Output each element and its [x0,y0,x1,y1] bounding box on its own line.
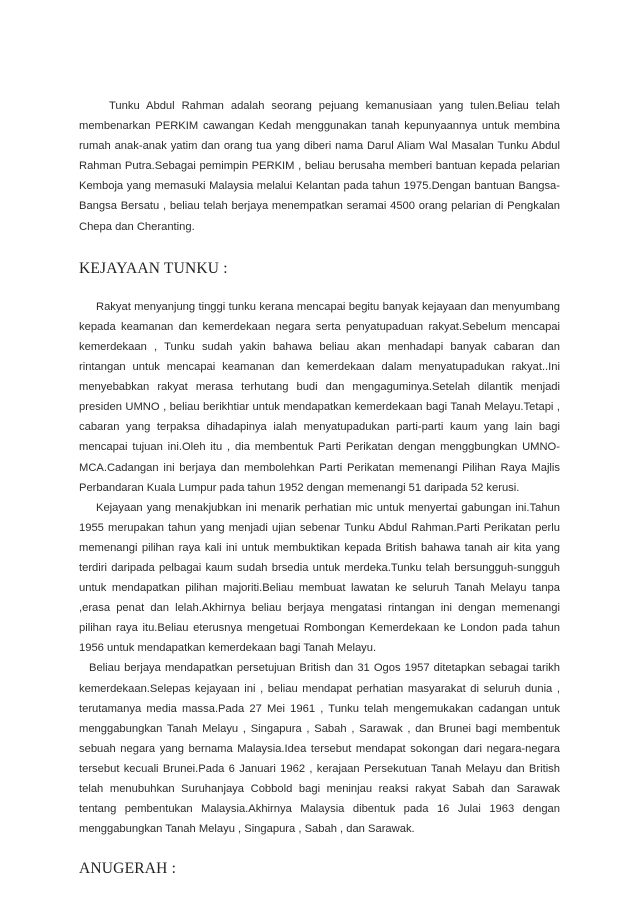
section-heading-anugerah: ANUGERAH : [79,860,177,878]
intro-paragraph: Tunku Abdul Rahman adalah seorang pejuang kemanusiaan yang tulen.Beliau telah membenarkan PERKIM cawangan Kedah menggunakan tanah kepunyaannya untuk membina rumah anak-anak yatim dan orang tua yang diberi nama Darul Aliam Wal Masalan Tunku Abdul Rahman Putra.Sebagai pemimpin PERKIM , beliau berusaha memberi bantuan kepada pelarian Kemboja yang memasuki Malaysia melalui Kelantan pada tahun 1975.Dengan bantuan Bangsa-Bangsa Bersatu , beliau telah berjaya menempatkan seramai 4500 orang pelarian di Pengkalan Chepa dan Cheranting. [79,100,560,233]
kejayaan-paragraph-2: Kejayaan yang menakjubkan ini menarik perhatian mic untuk menyertai gabungan ini.Tahun 1955 merupakan tahun yang menjadi ujian sebenar Tunku Abdul Rahman.Parti Perikatan perlu memenangi pilihan raya kali ini untuk membuktikan kepada British bahawa tanah air kita yang terdiri daripada pelbagai kaum sudah brsedia untuk merdeka.Tunku telah bersungguh-sungguh untuk mendapatkan pilihan majoriti.Beliau membuat lawatan ke seluruh Tanah Melayu tanpa ,erasa penat dan lelah.Akhirnya beliau berjaya mengatasi rintangan ini dengan memenangi pilihan raya itu.Beliau eterusnya mengetuai Rombongan Kemerdekaan ke London pada tahun 1956 untuk mendapatkan kemerdekaan bagi Tanah Melayu. [79,501,560,655]
document-body [79,96,560,879]
kejayaan-paragraph-1: Rakyat menyanjung tinggi tunku kerana mencapai begitu banyak kejayaan dan menyumbang kepada keamanan dan kemerdekaan negara serta penyatupaduan rakyat.Sebelum mencapai kemerdekaan , Tunku sudah yakin bahawa beliau akan menhadapi banyak cabaran dan rintangan untuk mencapai keamanan dan kemerdekaan dalam menyatupadukan rakyat..Ini menyebabkan rakyat merasa terhutang budi dan mengaguminya.Setelah dilantik menjadi presiden UMNO , beliau berikhtiar untuk mendapatkan kemerdekaan bagi Tanah Melayu.Tetapi , cabaran yang terpaksa dihadapinya ialah menyatupadukan parti-parti kaum yang lain bagi mencapai tujuan ini.Oleh itu , dia membentuk Parti Perikatan dengan menggbungkan UMNO-MCA.Cadangan ini berjaya dan membolehkan Parti Perikatan memenangi Pilihan Raya Majlis Perbandaran Kuala Lumpur pada tahun 1952 dengan memenangi 51 daripada 52 kerusi. [79,300,560,494]
section-heading-kejayaan: KEJAYAAN TUNKU : [79,259,228,277]
kejayaan-paragraph-3: Beliau berjaya mendapatkan persetujuan British dan 31 Ogos 1957 ditetapkan sebagai tarikh kemerdekaan.Selepas kejayaan ini , beliau mendapat perhatian masyarakat di seluruh dunia , terutamanya media massa.Pada 27 Mei 1961 , Tunku telah mengemukakan cadangan untuk menggabungkan Tanah Melayu , Singapura , Sabah , Sarawak , dan Brunei bagi membentuk sebuah negara yang bernama Malaysia.Idea tersebut mendapat sokongan dari negara-negara tersebut kecuali Brunei.Pada 6 Januari 1962 , kerajaan Persekutuan Tanah Melayu dan British telah menubuhkan Suruhanjaya Cobbold bagi meninjau reaksi rakyat Sabah dan Sarawak tentang pembentukan Malaysia.Akhirnya Malaysia dibentuk pada 16 Julai 1963 dengan menggabungkan Tanah Melayu , Singapura , Sabah , dan Sarawak. [79,662,560,836]
